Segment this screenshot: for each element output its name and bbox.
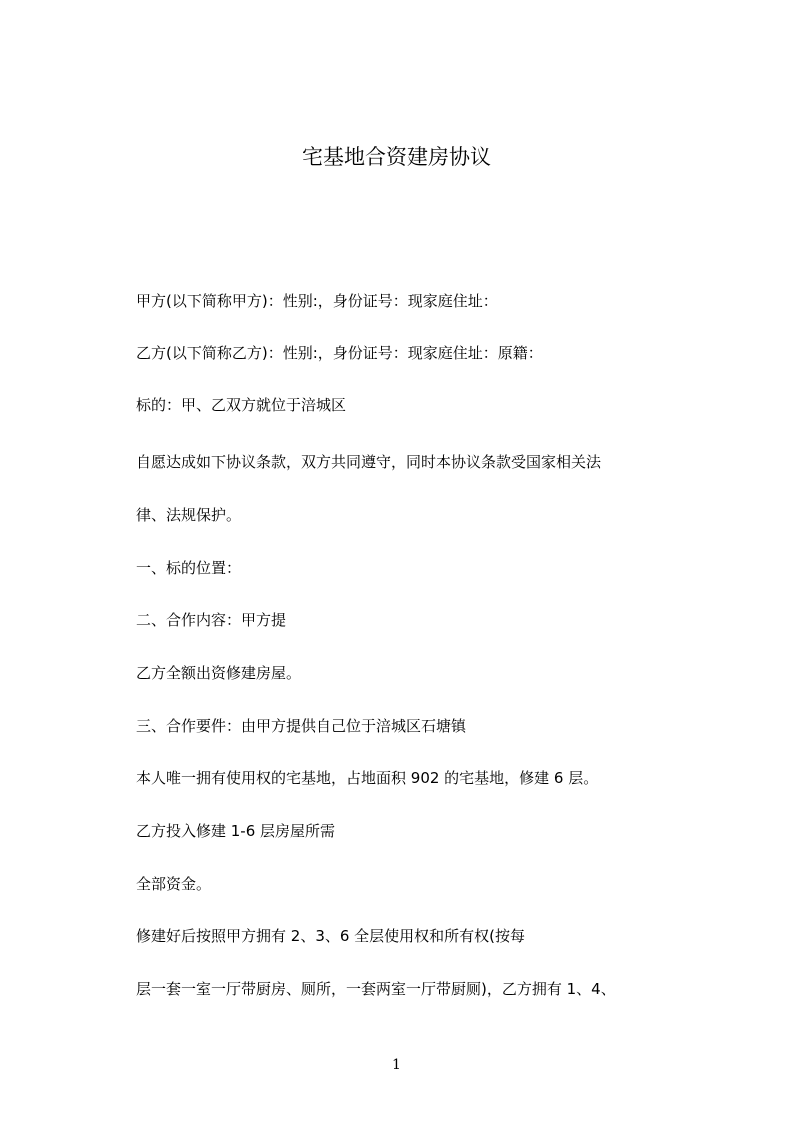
document-title: 宅基地合资建房协议 [302, 145, 491, 169]
ownership-line: 修建好后按照甲方拥有 2、3、6 全层使用权和所有权(按每 [136, 927, 526, 945]
investment-line: 乙方投入修建 1-6 层房屋所需 [136, 822, 336, 840]
party-b-line: 乙方(以下简称乙方)：性别:，身份证号：现家庭住址：原籍： [136, 344, 543, 362]
subject-line: 标的：甲、乙双方就位于涪城区 [136, 396, 347, 414]
party-a-line: 甲方(以下简称甲方)：性别:，身份证号：现家庭住址： [136, 292, 498, 310]
section-two-heading: 二、合作内容：甲方提 [136, 611, 287, 629]
investment-continued: 全部资金。 [136, 875, 212, 893]
page-number: 1 [392, 1057, 401, 1073]
ownership-continued: 层一套一室一厅带厨房、厕所，一套两室一厅带厨厕)，乙方拥有 1、4、 [136, 980, 616, 998]
agreement-intro-continued: 律、法规保护。 [136, 506, 242, 524]
section-three-heading: 三、合作要件：由甲方提供自己位于涪城区石塘镇 [136, 717, 467, 735]
agreement-intro-line: 自愿达成如下协议条款，双方共同遵守，同时本协议条款受国家相关法 [136, 453, 602, 471]
section-three-text: 本人唯一拥有使用权的宅基地，占地面积 902 的宅基地，修建 6 层。 [136, 769, 599, 787]
section-two-text: 乙方全额出资修建房屋。 [136, 664, 302, 682]
section-one-heading: 一、标的位置： [136, 559, 242, 577]
